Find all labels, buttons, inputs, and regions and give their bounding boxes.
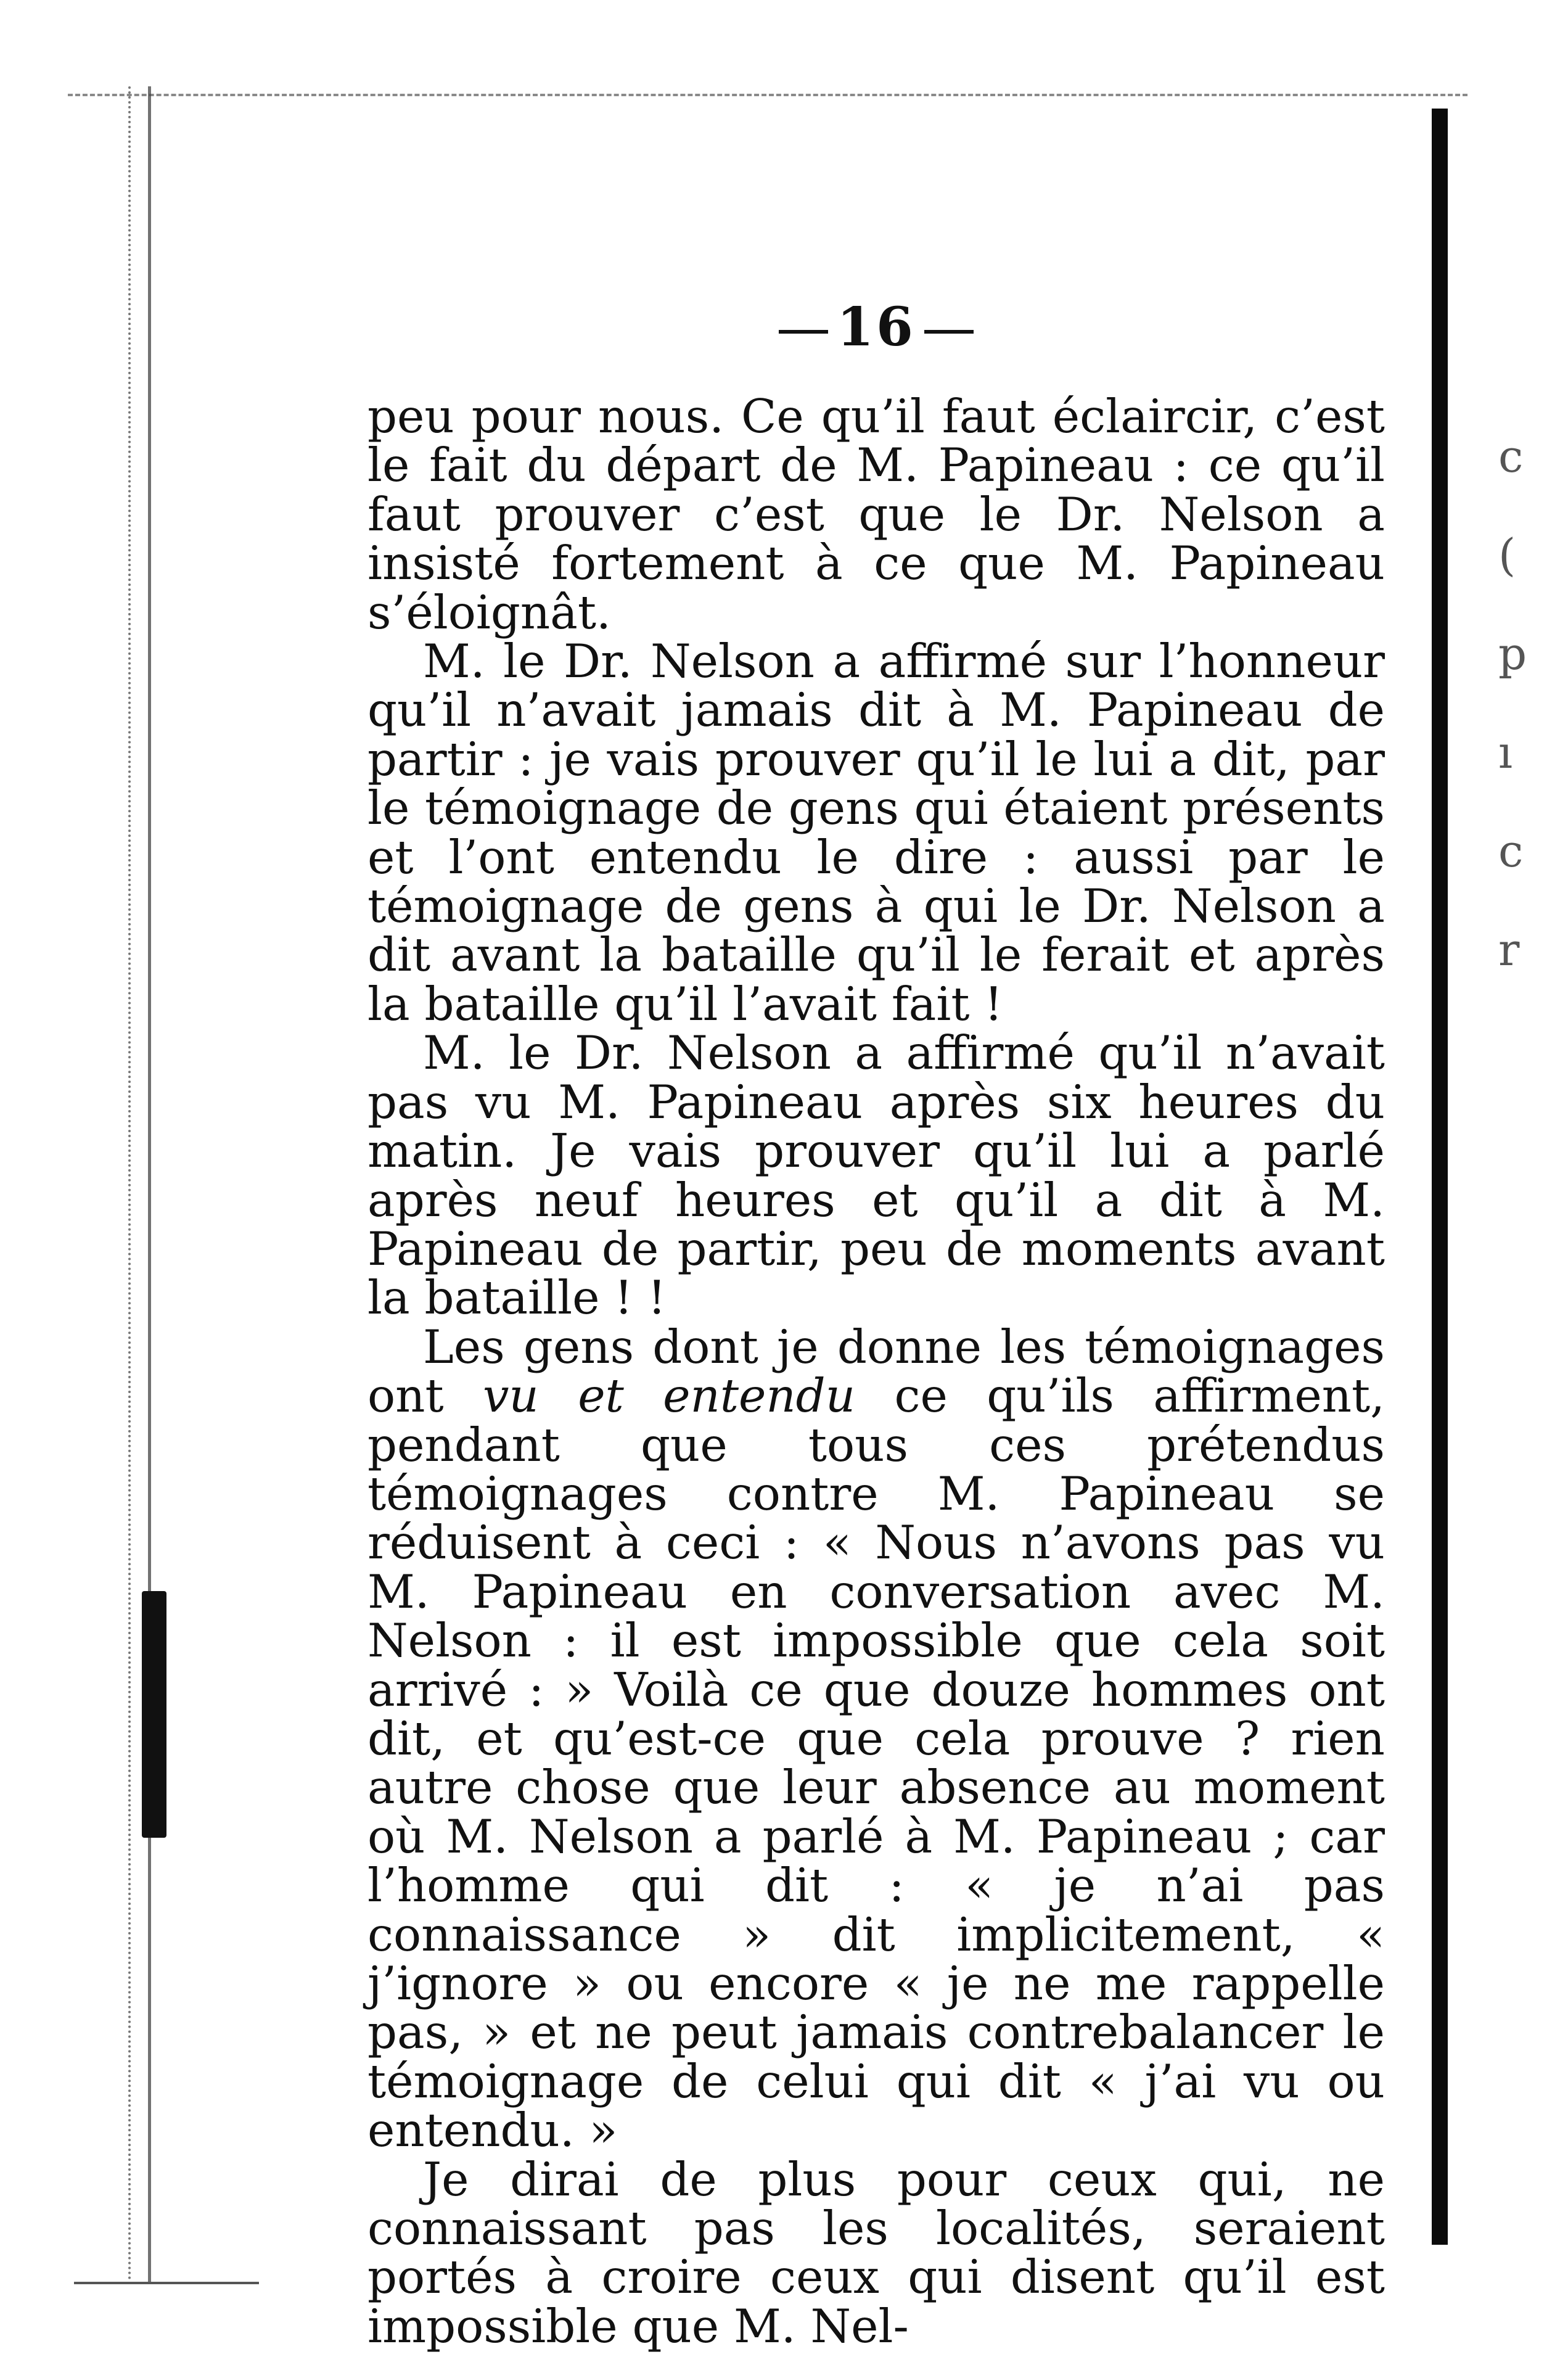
bleed-mark: p (1498, 628, 1527, 680)
gutter-shadow-bar (1432, 109, 1448, 2245)
dash-left (779, 330, 828, 334)
paragraph-4-emphasis: vu et entendu (483, 1368, 855, 1423)
paragraph-4-text-after: ce qu’ils affirment, pendant que tous ces prétendus témoignages contre M. Papineau se réduisent à ceci : « Nous n’avons pas vu M. Papineau en conversation avec M. Nelson : il est impossible que cela soit arrivé : » Voilà ce que douze hommes ont dit, et qu’est-ce que cela prouve ? rien autre chose que leur absence au moment où M. Nelson a parlé à M. Papineau ; car l’homme qui dit : « je n’ai pas connaissance » dit implicitement, « j’ignore » ou encore « je ne me rappelle pas, » et ne peut jamais contrebalancer le témoignage de celui qui dit « j’ai vu ou entendu. » (367, 1368, 1385, 2158)
bleed-mark: ( (1498, 529, 1516, 581)
spine-bottom-line (74, 2282, 259, 2284)
paragraph-4 (367, 1319, 1385, 2158)
book-spine-edge (123, 86, 166, 2282)
scan-border-top (68, 94, 1467, 96)
paragraph-5: Je dirai de plus pour ceux qui, ne connaissant pas les localités, seraient portés à croire ceux qui disent qu’il est impossible que M. Nel- (367, 2152, 1385, 2353)
binding-clip-mark (142, 1591, 166, 1838)
page-number-header (367, 296, 1385, 358)
spine-dotted-line (128, 86, 133, 2282)
bleed-mark: c (1498, 825, 1524, 877)
bleed-mark: c (1498, 430, 1524, 482)
paragraph-3: M. le Dr. Nelson a affirmé qu’il n’avait pas vu M. Papineau après six heures du matin. Je vais prouver qu’il lui a parlé après neuf heures et qu’il a dit à M. Papineau de partir, peu de moments avant la bataille ! ! (367, 1026, 1385, 1325)
spine-solid-line (148, 86, 154, 2282)
facing-page-bleed (1498, 407, 1548, 1764)
paragraph-2: M. le Dr. Nelson a affirmé sur l’honneur qu’il n’avait jamais dit à M. Papineau de partir : je vais prouver qu’il le lui a dit, par le témoignage de gens qui étaient présents et l’ont entendu le dire : aussi par le témoignage de gens à qui le Dr. Nelson a dit avant la bataille qu’il le ferait et après la bataille qu’il l’avait fait ! (367, 634, 1385, 1031)
paragraph-1: peu pour nous. Ce qu’il faut éclaircir, c’est le fait du départ de M. Papineau : ce qu’il faut prouver c’est que le Dr. Nelson a insisté fortement à ce que M. Papineau s’éloignât. (367, 389, 1385, 640)
bleed-mark: r (1498, 924, 1520, 976)
page-number: 16 (837, 296, 916, 358)
bleed-mark: ı (1498, 726, 1513, 778)
page-body (367, 296, 1385, 2351)
paragraph-4-text-before: Les gens dont je donne les témoignages ont (367, 1319, 1385, 1423)
dash-right (924, 330, 974, 334)
